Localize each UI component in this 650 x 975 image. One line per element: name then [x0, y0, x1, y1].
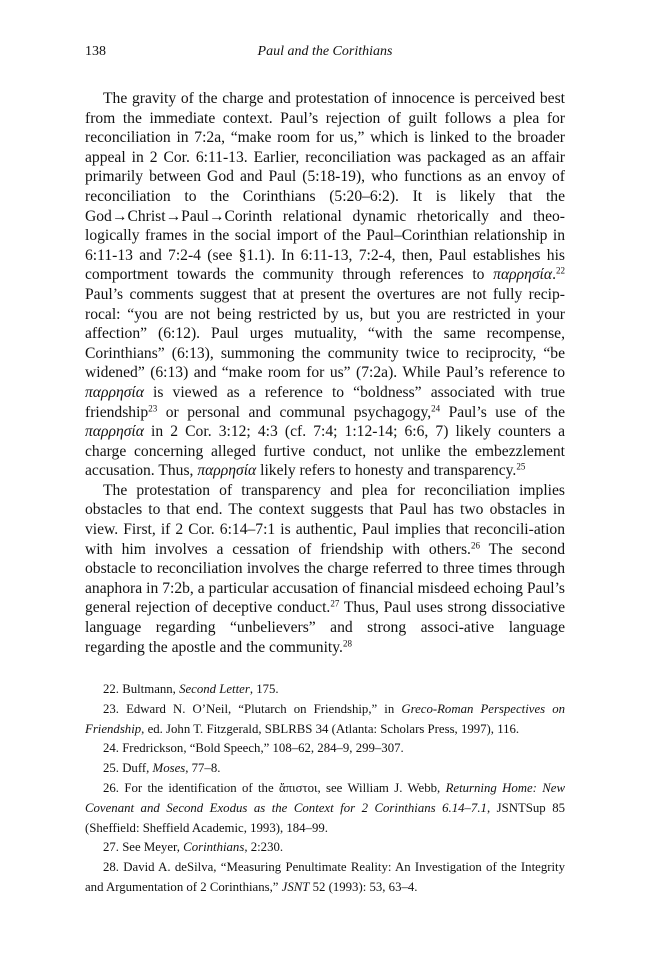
- greek-term: παρρησία: [493, 266, 553, 284]
- page-header: [85, 44, 565, 64]
- running-title: Paul and the Corithians: [257, 44, 393, 59]
- text-run: 22. Bultmann,: [103, 682, 180, 696]
- footnotes: [85, 680, 565, 898]
- footnote-24: [85, 739, 565, 759]
- text-run: 24. Fredrickson, “Bold Speech,” 108–62, 284–9, 299–307.: [103, 741, 404, 756]
- greek-term: ἄπιστοι: [278, 780, 318, 795]
- footnote-ref-22[interactable]: 22: [555, 265, 565, 276]
- footnote-ref-28[interactable]: 28: [342, 638, 352, 649]
- text-run: is viewed as a reference to “boldness” associated with true friendship: [85, 383, 565, 421]
- footnote-28: [85, 858, 565, 898]
- text-run: or personal and communal psychagogy,: [157, 403, 432, 421]
- text-run: 25. Duff,: [103, 761, 153, 776]
- footnote-27: [85, 838, 565, 858]
- text-run: Paul’s comments suggest that at present the overtures are not fully recip-rocal: “you are not being restricted by us, but you are restricted in your affection” (6:12). Paul urges mutuality, “with the same recompense, Corinthians” (6:13), summoning the community twice to reciprocity, “be widened” (6:13) and “make room for us” (7:2a). While Paul’s reference to: [85, 285, 565, 382]
- text-run: 52 (1993): 53, 63–4.: [309, 879, 418, 894]
- text-run: Thus, Paul uses strong dissociative language regarding “unbelievers” and strong associ-ative language regarding the apostle and the community.: [85, 599, 566, 656]
- footnote-25: [85, 759, 565, 779]
- footnote-26: [85, 779, 565, 838]
- footnote-ref-27[interactable]: 27: [330, 599, 340, 610]
- text-run: The gravity of the charge and protestation of innocence is perceived best from the immediate context. Paul’s rejection of guilt follows a plea for reconciliation in 7:2a, “make room for us,” which is linked to the broader appeal in 2 Cor. 6:11-13. Earlier, reconciliation was packaged as an affair primarily between God and Paul (5:18-19), who functions as an envoy of reconciliation to the Corinthians (5:20–6:2). It is likely that the God→Christ→Paul→Corinth relational dynamic rhetorically and theo-logically frames in the social import of the Paul–Corinthian relationship in 6:11-13 and 7:2-4 (see §1.1). In 6:11-13, 7:2-4, then, Paul establishes his comportment towards the community through references to: [85, 90, 565, 284]
- text-run: , 77–8.: [185, 761, 221, 776]
- paragraph-2: [85, 481, 565, 657]
- cited-title: Second Letter: [179, 682, 250, 696]
- cited-title: Returning Home: New Covenant and Second Exodus as the Context for 2 Corinthians 6.14–7.1: [85, 780, 566, 815]
- text-run: 28. David A. deSilva, “Measuring Penultimate Reality: An Investigation of the Integrity and Argumentation of 2 Corinthians,”: [85, 860, 565, 894]
- page-number: 138: [85, 44, 106, 59]
- text-run: , 175.: [249, 682, 279, 696]
- footnote-23: [85, 700, 565, 740]
- text-run: 23. Edward N. O’Neil, “Plutarch on Friendship,” in: [103, 701, 402, 716]
- text-run: 27. See Meyer,: [103, 840, 184, 855]
- main-text: [85, 89, 565, 657]
- paragraph-1: [85, 89, 565, 481]
- text-run: .: [552, 266, 556, 284]
- text-run: , JSNTSup 85 (Sheffield: Sheffield Academic, 1993), 184–99.: [85, 800, 565, 835]
- cited-title: JSNT: [281, 879, 310, 894]
- greek-term: παρρησία: [85, 383, 144, 401]
- text-run: , see William J. Webb,: [317, 780, 446, 795]
- text-run: The second obstacle to reconciliation involves the charge referred to three times through anaphora in 7:2b, a particular accusation of financial misdeed echoing Paul’s general rejection of deceptive conduct.: [85, 540, 566, 617]
- footnote-ref-26[interactable]: 26: [470, 540, 480, 551]
- greek-term: παρρησία: [85, 423, 144, 441]
- text-run: likely refers to honesty and transparency.: [256, 462, 517, 480]
- footnote-ref-23[interactable]: 23: [148, 403, 158, 414]
- cited-title: Moses: [152, 761, 186, 776]
- text-run: The protestation of transparency and plea for reconciliation implies obstacles to that end. The context suggests that Paul has two obstacles in view. First, if 2 Cor. 6:14–7:1 is authentic, Paul implies that reconcili-ation with him involves a cessation of friendship with others.: [85, 481, 565, 558]
- text-run: Paul’s use of the: [440, 403, 565, 421]
- greek-term: παρρησία: [197, 462, 257, 480]
- text-run: , ed. John T. Fitzgerald, SBLRBS 34 (Atlanta: Scholars Press, 1997), 116.: [141, 721, 520, 736]
- footnote-ref-24[interactable]: 24: [431, 403, 441, 414]
- text-run: in 2 Cor. 3:12; 4:3 (cf. 7:4; 1:12-14; 6:6, 7) likely counters a charge concerning alleged furtive conduct, not unlike the embezzlement accusation. Thus,: [85, 423, 565, 480]
- cited-title: Corinthians: [183, 840, 245, 855]
- text-run: 26. For the identification of the: [103, 780, 279, 795]
- cited-title: Greco-Roman Perspectives on Friendship: [85, 701, 565, 736]
- footnote-22: [85, 680, 565, 700]
- text-run: , 2:230.: [244, 840, 284, 855]
- footnote-ref-25[interactable]: 25: [516, 461, 526, 472]
